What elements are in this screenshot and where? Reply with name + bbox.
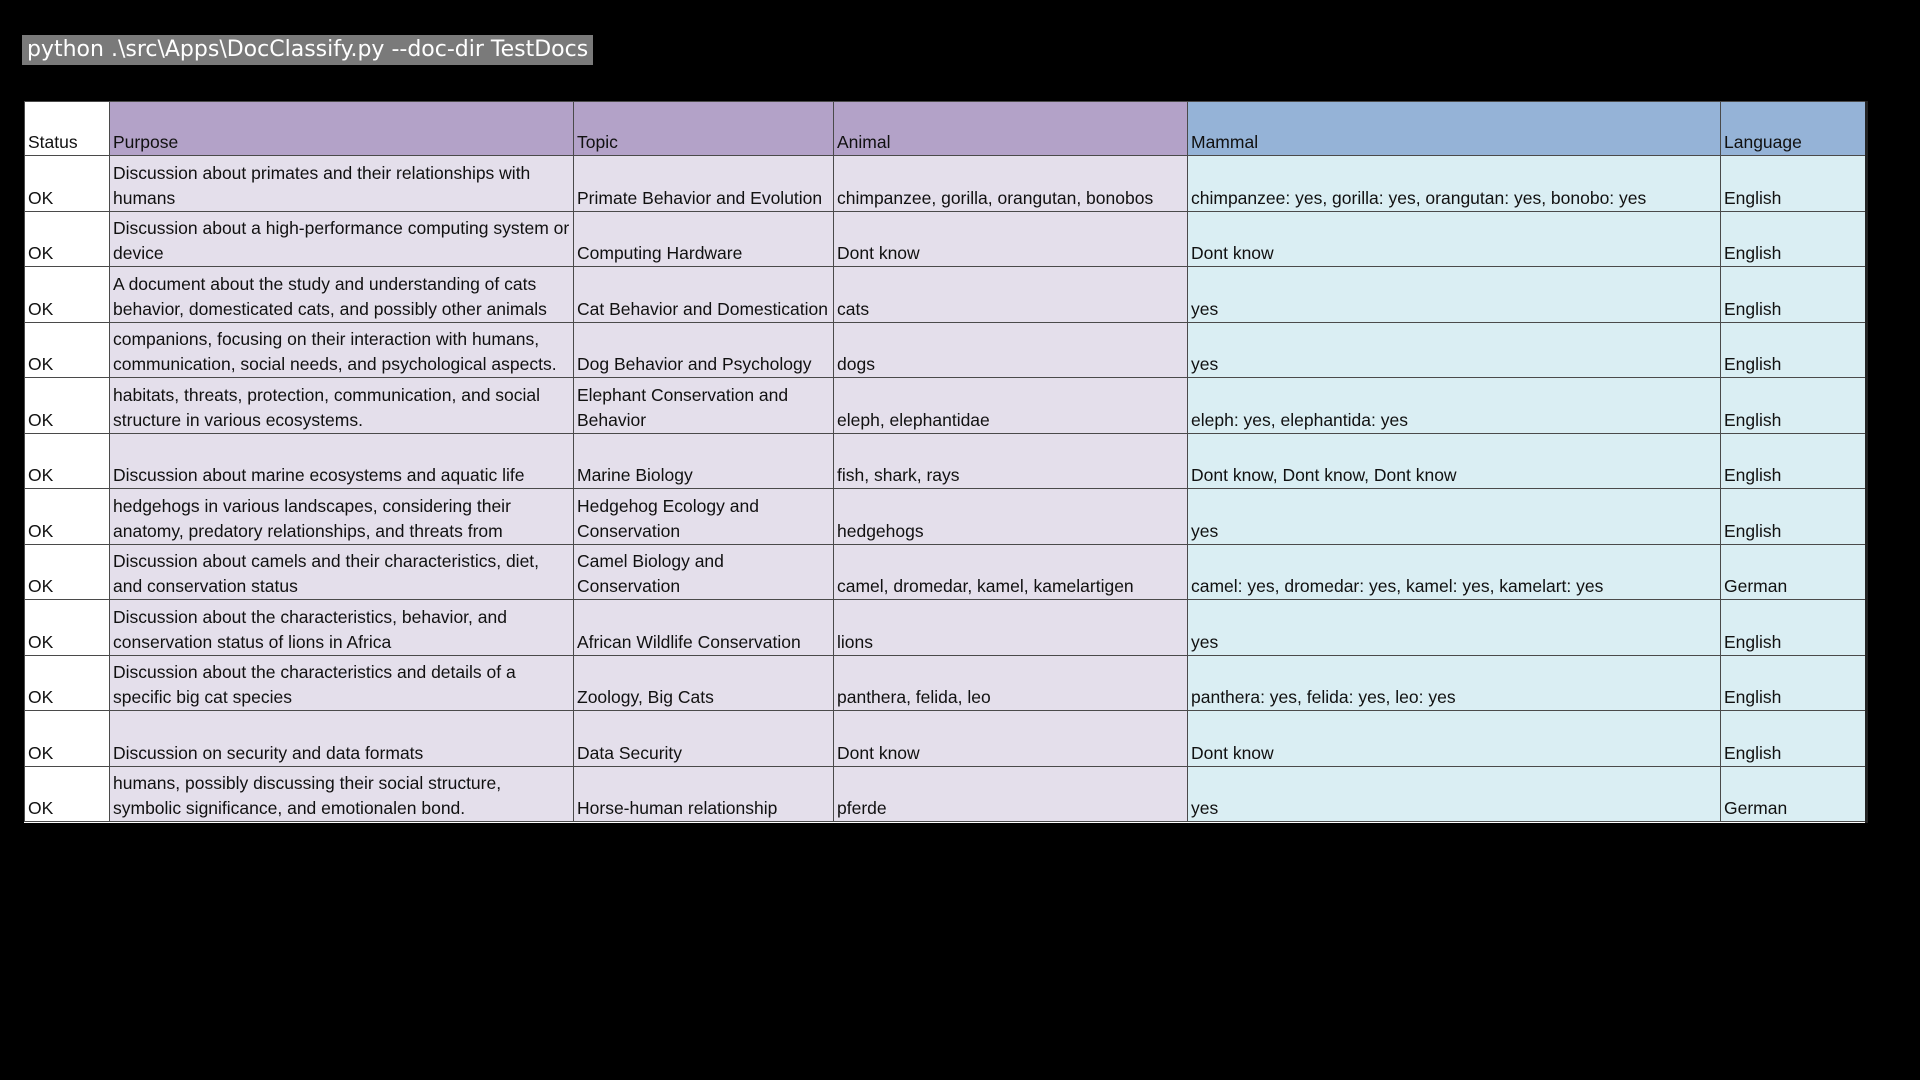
cell-mammal-text: eleph: yes, elephantida: yes: [1191, 409, 1408, 430]
cell-topic[interactable]: [574, 489, 834, 545]
cell-mammal[interactable]: [1188, 156, 1721, 212]
cell-status[interactable]: [25, 378, 110, 434]
cell-status-text: OK: [28, 687, 54, 707]
cell-topic-text: Computing Hardware: [577, 243, 743, 263]
cell-mammal[interactable]: [1188, 211, 1721, 267]
cell-mammal[interactable]: [1188, 489, 1721, 545]
table-row: [25, 711, 1866, 767]
cell-language[interactable]: [1721, 600, 1866, 656]
cell-topic-text: Dog Behavior and Psychology: [577, 354, 812, 374]
cell-status[interactable]: [25, 156, 110, 212]
cell-purpose-text: A document about the study and understanding of cats behavior, domesticated cats, and possibly other animals: [113, 273, 547, 319]
cell-purpose[interactable]: [110, 378, 574, 434]
table-row: [25, 655, 1866, 711]
cell-topic[interactable]: [574, 711, 834, 767]
table-row: [25, 322, 1866, 378]
cell-mammal-text: panthera: yes, felida: yes, leo: yes: [1191, 687, 1456, 707]
cell-animal[interactable]: [834, 156, 1188, 212]
cell-mammal-text: camel: yes, dromedar: yes, kamel: yes, kamelart: yes: [1191, 576, 1604, 596]
terminal-command: python .\src\Apps\DocClassify.py --doc-dir TestDocs: [22, 35, 593, 65]
cell-status[interactable]: [25, 600, 110, 656]
cell-purpose[interactable]: [110, 600, 574, 656]
cell-topic-text: Camel Biology and Conservation: [577, 551, 724, 596]
header-status[interactable]: Status: [25, 102, 110, 156]
cell-mammal[interactable]: [1188, 544, 1721, 600]
cell-mammal[interactable]: [1188, 711, 1721, 767]
cell-language[interactable]: [1721, 156, 1866, 212]
cell-mammal-text: yes: [1191, 798, 1219, 818]
cell-status[interactable]: [25, 211, 110, 267]
cell-status-text: OK: [28, 576, 54, 596]
cell-animal-text: dogs: [837, 354, 875, 374]
cell-purpose[interactable]: [110, 766, 574, 822]
cell-topic[interactable]: [574, 433, 834, 489]
cell-topic[interactable]: [574, 544, 834, 600]
cell-language[interactable]: [1721, 211, 1866, 267]
cell-purpose-text: Discussion about the characteristics and details of a specific big cat species: [113, 662, 516, 707]
cell-mammal-text: yes: [1191, 520, 1219, 541]
cell-mammal[interactable]: [1188, 600, 1721, 656]
cell-status-text: OK: [28, 465, 54, 485]
cell-purpose[interactable]: [110, 544, 574, 600]
table-row: [25, 211, 1866, 267]
cell-language-text: English: [1724, 465, 1782, 485]
cell-language[interactable]: [1721, 489, 1866, 545]
cell-status[interactable]: [25, 267, 110, 323]
header-mammal[interactable]: Mammal: [1188, 102, 1721, 156]
cell-purpose-text: companions, focusing on their interaction with humans, communication, social needs, and psychological aspects.: [113, 329, 557, 374]
cell-purpose-text: Discussion on security and data formats: [113, 742, 424, 763]
cell-animal-text: Dont know: [837, 742, 920, 763]
cell-status-text: OK: [28, 298, 54, 319]
cell-animal[interactable]: [834, 711, 1188, 767]
cell-language[interactable]: [1721, 655, 1866, 711]
cell-purpose[interactable]: [110, 655, 574, 711]
cell-animal[interactable]: [834, 544, 1188, 600]
cell-animal-text: eleph, elephantidae: [837, 409, 990, 430]
table-row: [25, 544, 1866, 600]
cell-status[interactable]: [25, 655, 110, 711]
cell-language[interactable]: [1721, 378, 1866, 434]
cell-mammal-text: Dont know, Dont know, Dont know: [1191, 465, 1457, 485]
cell-purpose[interactable]: [110, 267, 574, 323]
cell-topic-text: Primate Behavior and Evolution: [577, 187, 823, 208]
cell-topic-text: African Wildlife Conservation: [577, 631, 801, 652]
cell-animal[interactable]: [834, 655, 1188, 711]
cell-animal-text: camel, dromedar, kamel, kamelartigen: [837, 576, 1134, 596]
table-body: [25, 156, 1866, 822]
table-row: [25, 489, 1866, 545]
cell-topic[interactable]: [574, 322, 834, 378]
cell-purpose-text: Discussion about a high-performance computing system or device: [113, 218, 570, 263]
header-topic[interactable]: Topic: [574, 102, 834, 156]
cell-mammal-text: yes: [1191, 631, 1219, 652]
cell-purpose[interactable]: [110, 156, 574, 212]
cell-purpose-text: habitats, threats, protection, communication, and social structure in various ecosystems.: [113, 384, 541, 430]
cell-animal-text: chimpanzee, gorilla, orangutan, bonobos: [837, 187, 1154, 208]
cell-mammal[interactable]: [1188, 655, 1721, 711]
table-row: [25, 267, 1866, 323]
cell-animal-text: fish, shark, rays: [837, 465, 960, 485]
cell-status[interactable]: [25, 544, 110, 600]
cell-animal[interactable]: [834, 211, 1188, 267]
cell-status-text: OK: [28, 187, 54, 208]
cell-topic[interactable]: [574, 211, 834, 267]
cell-topic[interactable]: [574, 766, 834, 822]
cell-language-text: English: [1724, 298, 1782, 319]
cell-animal-text: panthera, felida, leo: [837, 687, 991, 707]
table-row: [25, 156, 1866, 212]
cell-purpose[interactable]: [110, 433, 574, 489]
cell-topic[interactable]: [574, 600, 834, 656]
cell-language-text: English: [1724, 687, 1782, 707]
cell-language[interactable]: [1721, 544, 1866, 600]
header-purpose[interactable]: Purpose: [110, 102, 574, 156]
cell-language[interactable]: [1721, 711, 1866, 767]
cell-status-text: OK: [28, 354, 54, 374]
cell-topic[interactable]: [574, 655, 834, 711]
cell-topic-text: Elephant Conservation and Behavior: [577, 384, 789, 430]
cell-animal-text: cats: [837, 298, 870, 319]
cell-mammal[interactable]: [1188, 433, 1721, 489]
spreadsheet: [24, 101, 1868, 823]
cell-mammal[interactable]: [1188, 267, 1721, 323]
cell-mammal-text: chimpanzee: yes, gorilla: yes, orangutan: yes, bonobo: yes: [1191, 187, 1647, 208]
cell-purpose-text: Discussion about the characteristics, behavior, and conservation status of lions in Africa: [113, 606, 507, 652]
cell-topic-text: Zoology, Big Cats: [577, 687, 714, 707]
cell-status-text: OK: [28, 243, 54, 263]
cell-language[interactable]: [1721, 267, 1866, 323]
cell-status-text: OK: [28, 798, 54, 818]
cell-topic[interactable]: [574, 156, 834, 212]
cell-animal[interactable]: [834, 766, 1188, 822]
table-row: [25, 600, 1866, 656]
cell-status-text: OK: [28, 409, 54, 430]
cell-status[interactable]: [25, 711, 110, 767]
cell-topic-text: Data Security: [577, 742, 683, 763]
cell-topic-text: Cat Behavior and Domestication: [577, 298, 828, 319]
header-language[interactable]: Language: [1721, 102, 1866, 156]
cell-purpose-text: Discussion about marine ecosystems and aquatic life: [113, 465, 525, 485]
cell-animal[interactable]: [834, 433, 1188, 489]
cell-language-text: English: [1724, 354, 1782, 374]
cell-language[interactable]: [1721, 433, 1866, 489]
cell-language-text: German: [1724, 798, 1788, 818]
cell-language[interactable]: [1721, 766, 1866, 822]
cell-purpose[interactable]: [110, 711, 574, 767]
cell-status[interactable]: [25, 433, 110, 489]
cell-language-text: English: [1724, 742, 1782, 763]
cell-language-text: English: [1724, 187, 1782, 208]
cell-purpose[interactable]: [110, 211, 574, 267]
cell-purpose[interactable]: [110, 489, 574, 545]
cell-topic-text: Horse-human relationship: [577, 798, 778, 818]
cell-animal[interactable]: [834, 322, 1188, 378]
table-row: [25, 766, 1866, 822]
cell-mammal-text: yes: [1191, 354, 1219, 374]
cell-animal-text: lions: [837, 631, 873, 652]
cell-mammal-text: Dont know: [1191, 243, 1274, 263]
cell-status[interactable]: [25, 489, 110, 545]
cell-status-text: OK: [28, 742, 54, 763]
cell-animal[interactable]: [834, 267, 1188, 323]
cell-language-text: English: [1724, 520, 1782, 541]
cell-purpose-text: hedgehogs in various landscapes, considering their anatomy, predatory relationships, and threats from: [113, 495, 511, 541]
cell-mammal[interactable]: [1188, 322, 1721, 378]
cell-purpose-text: humans, possibly discussing their social structure, symbolic significance, and emotionalen bond.: [113, 773, 502, 818]
cell-topic-text: Hedgehog Ecology and Conservation: [577, 495, 759, 541]
cell-language-text: German: [1724, 576, 1788, 596]
cell-mammal-text: Dont know: [1191, 742, 1274, 763]
cell-animal[interactable]: [834, 489, 1188, 545]
header-animal[interactable]: Animal: [834, 102, 1188, 156]
cell-language-text: English: [1724, 631, 1782, 652]
cell-animal[interactable]: [834, 600, 1188, 656]
cell-topic-text: Marine Biology: [577, 465, 693, 485]
cell-animal[interactable]: [834, 378, 1188, 434]
cell-mammal[interactable]: [1188, 378, 1721, 434]
cell-mammal-text: yes: [1191, 298, 1219, 319]
cell-purpose-text: Discussion about primates and their relationships with humans: [113, 162, 531, 208]
cell-topic[interactable]: [574, 267, 834, 323]
cell-purpose-text: Discussion about camels and their characteristics, diet, and conservation status: [113, 551, 540, 596]
cell-status[interactable]: [25, 322, 110, 378]
table-row: [25, 378, 1866, 434]
cell-language-text: English: [1724, 409, 1782, 430]
cell-animal-text: Dont know: [837, 243, 920, 263]
cell-status-text: OK: [28, 520, 54, 541]
table-row: [25, 433, 1866, 489]
cell-status[interactable]: [25, 766, 110, 822]
cell-mammal[interactable]: [1188, 766, 1721, 822]
cell-purpose[interactable]: [110, 322, 574, 378]
cell-language-text: English: [1724, 243, 1782, 263]
header-row: [25, 102, 1866, 156]
cell-language[interactable]: [1721, 322, 1866, 378]
cell-topic[interactable]: [574, 378, 834, 434]
cell-animal-text: pferde: [837, 798, 887, 818]
cell-status-text: OK: [28, 631, 54, 652]
cell-animal-text: hedgehogs: [837, 520, 924, 541]
results-table: [24, 101, 1866, 822]
